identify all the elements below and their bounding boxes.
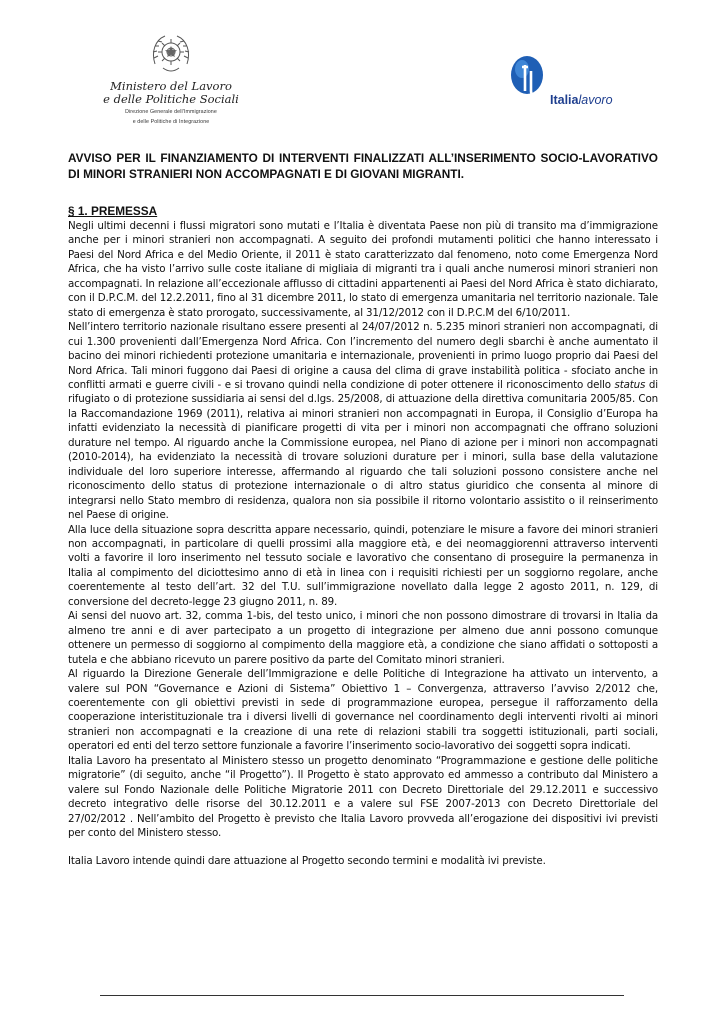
ministry-name-line1: Ministero del Lavoro (110, 79, 232, 93)
paragraph: Italia Lavoro ha presentato al Ministero stesso un progetto denominato “Programmazione e gestione delle politiche migratorie” (di seguito, anche “il Progetto”). Il Progetto è stato approvato ed ammesso a contributo dal Ministero a valere sul Fondo Nazionale delle Politiche Migratorie 2011 con Decreto Direttoriale del 29.12.2011 e successivo decreto integrativo delle risorse del 30.12.2011 e a valere sul FSE 2007-2013 con Decreto Direttoriale del 27/02/2012 . Nell’ambito del Progetto è previsto che Italia Lavoro provveda all’erogazione dei dispositivi ivi previsti per conto del Ministero stesso. (68, 754, 658, 840)
italialavoro-logo-icon (508, 53, 550, 105)
logo-text-bold: Italia (550, 93, 579, 107)
paragraph: Al riguardo la Direzione Generale dell’Immigrazione e delle Politiche di Integrazione ha attivato un intervento, a valere sul PON “Governance e Azioni di Sistema” Obiettivo 1 – Convergenza, attraverso l’avviso 2/2012 che, coerentemente con gli obiettivi previsti in sede di programmazione europea, persegue il rafforzamento della cooperazione interistituzionale tra i diversi livelli di governance nel coordinamento degli interventi rivolti ai minori stranieri non accompagnati e la creazione di una rete di relazioni stabili tra soggetti istituzionali, parti sociali, operatori ed enti del terzo settore funzionale a favorire l’inserimento socio-lavorativo dei soggetti sopra indicati. (68, 668, 658, 753)
paragraph-spacer (68, 840, 658, 854)
paragraph: Negli ultimi decenni i flussi migratori sono mutati e l’Italia è diventata Paese non più di transito ma d’immigrazione anche per i minori stranieri non accompagnati. A seguito dei profondi mutamenti politici che hanno interessato i Paesi del Nord Africa e del Medio Oriente, il 2011 è stato caratterizzato dal fenomeno, noto come Emergenza Nord Africa, che ha visto l’arrivo sulle coste italiane di migliaia di migranti tra i quali anche numerosi minori stranieri non accompagnati. In relazione all’eccezionale afflusso di cittadini appartenenti ai Paesi del Nord Africa è stato dichiarato, con il D.P.C.M. del 12.2.2011, fino al 31 dicembre 2011, lo stato di emergenza umanitaria nel territorio nazionale. Tale stato di emergenza è stato prorogato, successivamente, al 31/12/2012 con il D.P.C.M del 6/10/2011. (68, 220, 658, 319)
ministry-header (96, 30, 246, 126)
italian-republic-emblem-icon (149, 30, 193, 76)
paragraph: Nell’intero territorio nazionale risultano essere presenti al 24/07/2012 n. 5.235 minori stranieri non accompagnati, di cui 1.300 provenienti dall’Emergenza Nord Africa. Con l’incremento del numero degli sbarchi è anche aumentato il bacino dei minori richiedenti protezione umanitaria e internazionale, provenienti in primo luogo proprio dai Paesi del Nord Africa. Tali minori fuggono dai Paesi di origine a causa del clima di grave instabilità politica - sfociato anche in conflitti armati e guerre civili - e si trovano quindi nella condizione di poter ottenere il riconoscimento dello status di rifugiato o di protezione sussidiaria ai sensi del d.lgs. 25/2008, di attuazione della direttiva comunitaria 2005/85. Con la Raccomandazione 1969 (2011), relativa ai minori stranieri non accompagnati in Europa, il Consiglio d’Europa ha infatti evidenziato la necessità di pianificare progetti di vita per i minori non accompagnati che offrano soluzioni durature nel tempo. Al riguardo anche la Commissione europea, nel Piano di azione per i minori non accompagnati (2010-2014), ha evidenziato la necessità di trovare soluzioni durature per i minori, sulla base della valutazione individuale del loro superiore interesse, affermando al riguardo che tali soluzioni possono consistere anche nel riconoscimento dello status di protezione internazionale o di altro status giuridico che consenta al minore di integrarsi nello Stato membro di residenza, qualora non sia possibile il ritorno volontario assistito o il reinserimento nel Paese di origine. (68, 321, 658, 522)
emphasized-term: status (614, 378, 646, 391)
italialavoro-wordmark (550, 93, 613, 107)
italialavoro-logo (508, 53, 638, 113)
department-line2: e delle Politiche di Integrazione (132, 119, 210, 125)
logo-text-italic: lavoro (578, 93, 613, 107)
section-heading: § 1. PREMESSA (68, 204, 158, 218)
document-title: AVVISO PER IL FINANZIAMENTO DI INTERVENTI FINALIZZATI ALL’INSERIMENTO SOCIO-LAVORATIVO DI MINORI STRANIERI NON ACCOMPAGNATI E DI GIOVANI MIGRANTI. (68, 151, 658, 181)
footer-divider (100, 995, 624, 996)
department-line1: Direzione Generale dell'Immigrazione (125, 109, 217, 115)
ministry-name-line2: e delle Politiche Sociali (103, 92, 239, 106)
paragraph: Alla luce della situazione sopra descritta appare necessario, quindi, potenziare le misure a favore dei minori stranieri non accompagnati, in particolare di quelli prossimi alla maggiore età, e dei neomaggiorenni attraverso interventi volti a favorire il loro inserimento nel tessuto sociale e lavorativo che consentano di proseguire la permanenza in Italia al compimento del diciottesimo anno di età in linea con i requisiti richiesti per un soggiorno regolare, anche coerentemente al testo dell’art. 32 del T.U. sull’immigrazione novellato dalla legge 2 agosto 2011, n. 129, di conversione del decreto-legge 23 giugno 2011, n. 89. (68, 523, 658, 608)
paragraph: Ai sensi del nuovo art. 32, comma 1-bis, del testo unico, i minori che non possono dimostrare di trovarsi in Italia da almeno tre anni e di aver partecipato a un progetto di integrazione per almeno due anni possono comunque ottenere un permesso di soggiorno al compimento della maggiore età, a condizione che siano affidati o sottoposti a tutela e che abbiano ricevuto un parere positivo da parte del Comitato minori stranieri. (68, 610, 658, 666)
closing-paragraph: Italia Lavoro intende quindi dare attuazione al Progetto secondo termini e modalità ivi previste. (68, 855, 546, 868)
document-body (68, 150, 658, 869)
